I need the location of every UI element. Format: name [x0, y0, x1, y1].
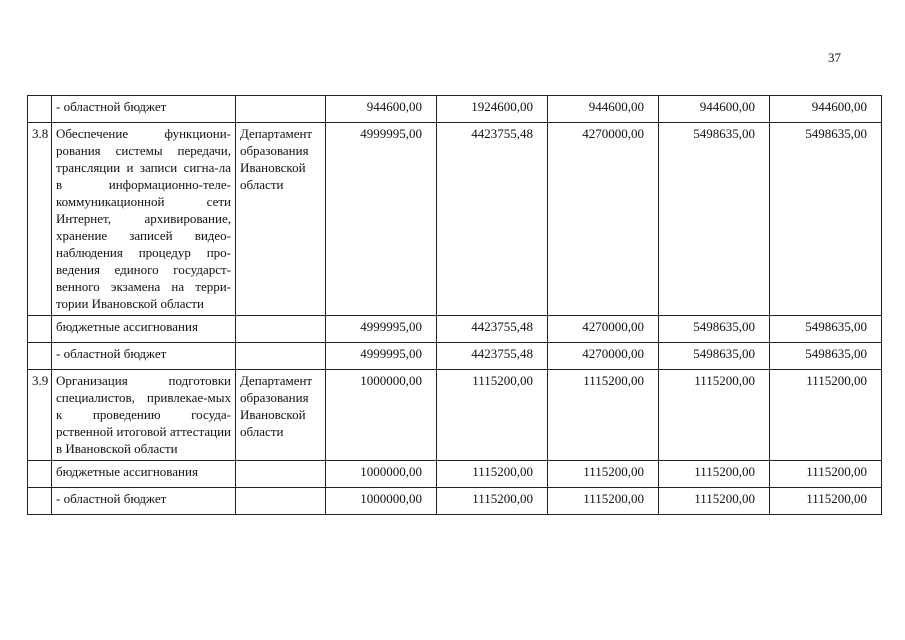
value-cell: 1000000,00 — [326, 488, 437, 515]
value-cell: 1115200,00 — [659, 461, 770, 488]
table-row — [28, 316, 882, 343]
value-cell: 5498635,00 — [659, 123, 770, 316]
row-name: - областной бюджет — [52, 343, 236, 370]
value-cell: 4999995,00 — [326, 343, 437, 370]
row-executor — [236, 316, 326, 343]
row-name: Организация подготовки специалистов, привлекае-мых к проведению госуда-рственной итоговой аттестации в Ивановской области — [52, 370, 236, 461]
value-cell: 4423755,48 — [437, 123, 548, 316]
value-cell: 1115200,00 — [770, 370, 882, 461]
row-number — [28, 488, 52, 515]
row-executor: Департамент образования Ивановской области — [236, 123, 326, 316]
value-cell: 1115200,00 — [548, 461, 659, 488]
table-row — [28, 96, 882, 123]
value-cell: 1115200,00 — [770, 488, 882, 515]
value-cell: 5498635,00 — [770, 123, 882, 316]
value-cell: 4270000,00 — [548, 316, 659, 343]
value-cell: 5498635,00 — [770, 343, 882, 370]
value-cell: 944600,00 — [548, 96, 659, 123]
row-name: - областной бюджет — [52, 96, 236, 123]
row-name: бюджетные ассигнования — [52, 316, 236, 343]
value-cell: 1000000,00 — [326, 461, 437, 488]
value-cell: 1115200,00 — [659, 488, 770, 515]
table-row — [28, 370, 882, 461]
value-cell: 5498635,00 — [659, 343, 770, 370]
table-row — [28, 343, 882, 370]
row-name: Обеспечение функциони-рования системы передачи, трансляции и записи сигна-ла в информационно-теле-коммуникационной сети Интернет, архивирование, хранение записей видео-наблюдения процедур про-ведения единого государст-венного экзамена на терри-тории Ивановской области — [52, 123, 236, 316]
value-cell: 1000000,00 — [326, 370, 437, 461]
value-cell: 1115200,00 — [548, 488, 659, 515]
row-number — [28, 316, 52, 343]
value-cell: 4999995,00 — [326, 123, 437, 316]
budget-table — [27, 95, 882, 515]
value-cell: 1115200,00 — [548, 370, 659, 461]
value-cell: 4270000,00 — [548, 123, 659, 316]
value-cell: 944600,00 — [326, 96, 437, 123]
page-number: 37 — [828, 50, 841, 65]
table-row — [28, 488, 882, 515]
row-executor — [236, 343, 326, 370]
value-cell: 1115200,00 — [437, 488, 548, 515]
row-executor: Департамент образования Ивановской области — [236, 370, 326, 461]
table-row — [28, 123, 882, 316]
row-number: 3.8 — [28, 123, 52, 316]
value-cell: 4423755,48 — [437, 343, 548, 370]
value-cell: 1115200,00 — [659, 370, 770, 461]
row-number — [28, 343, 52, 370]
row-number — [28, 461, 52, 488]
value-cell: 1115200,00 — [770, 461, 882, 488]
value-cell: 5498635,00 — [659, 316, 770, 343]
value-cell: 1115200,00 — [437, 370, 548, 461]
value-cell: 4423755,48 — [437, 316, 548, 343]
value-cell: 944600,00 — [770, 96, 882, 123]
value-cell: 1115200,00 — [437, 461, 548, 488]
row-executor — [236, 488, 326, 515]
row-name: - областной бюджет — [52, 488, 236, 515]
row-number: 3.9 — [28, 370, 52, 461]
value-cell: 5498635,00 — [770, 316, 882, 343]
row-executor — [236, 461, 326, 488]
row-name: бюджетные ассигнования — [52, 461, 236, 488]
value-cell: 1924600,00 — [437, 96, 548, 123]
row-number — [28, 96, 52, 123]
value-cell: 944600,00 — [659, 96, 770, 123]
value-cell: 4270000,00 — [548, 343, 659, 370]
value-cell: 4999995,00 — [326, 316, 437, 343]
table-row — [28, 461, 882, 488]
row-executor — [236, 96, 326, 123]
